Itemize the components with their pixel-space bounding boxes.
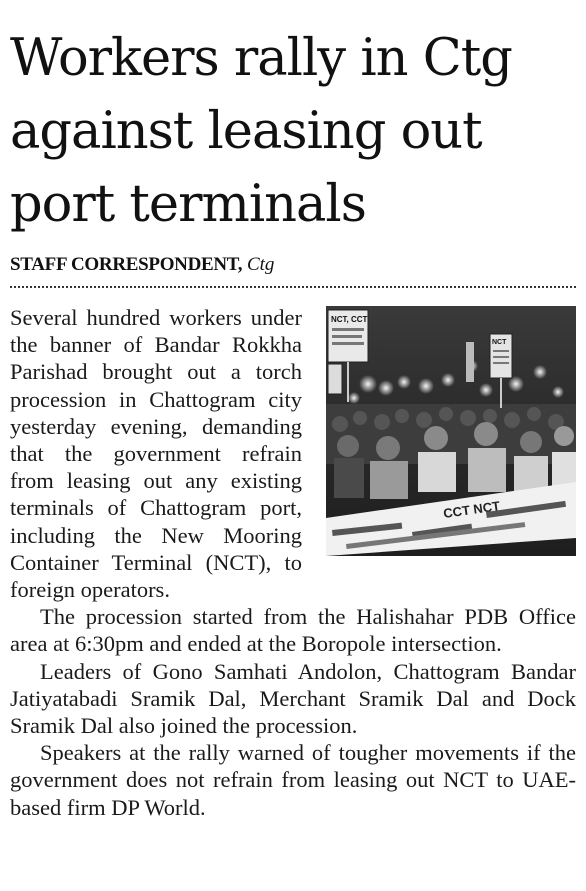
paragraph-1: Several hundred workers under the banner of Bandar Rokkha Parishad brought out a torch procession in Chattogram city yesterday evening, demanding that the government refrain from leasing out any existing terminals of Chattogram port, including the New Mooring Container Terminal (NCT), to foreign operators. <box>10 305 302 603</box>
article-body <box>10 304 576 821</box>
paragraph-2: The procession started from the Halishahar PDB Office area at 6:30pm and ended at the Boropole intersection. <box>10 604 576 657</box>
headline: Workers rally in Ctg against leasing out port terminals <box>10 29 512 234</box>
crowd <box>326 404 576 499</box>
paragraph-4: Speakers at the rally warned of tougher movements if the government does not refrain from leasing out NCT to UAE-based firm DP World. <box>10 740 576 820</box>
dotted-divider <box>10 286 576 288</box>
paragraph-3: Leaders of Gono Samhati Andolon, Chattogram Bandar Jatiyatabadi Sramik Dal, Merchant Sramik Dal and Dock Sramik Dal also joined the procession. <box>10 658 576 739</box>
rally-photo <box>326 306 576 556</box>
sign-left-text: NCT, CCT <box>331 315 368 324</box>
sign-right-text: NCT <box>492 339 507 346</box>
banner-text: CCT NCT <box>442 498 501 521</box>
torch-procession-photo <box>326 306 576 556</box>
byline <box>10 254 274 276</box>
byline-author: STAFF CORRESPONDENT, <box>10 254 243 275</box>
byline-place: Ctg <box>246 254 275 275</box>
